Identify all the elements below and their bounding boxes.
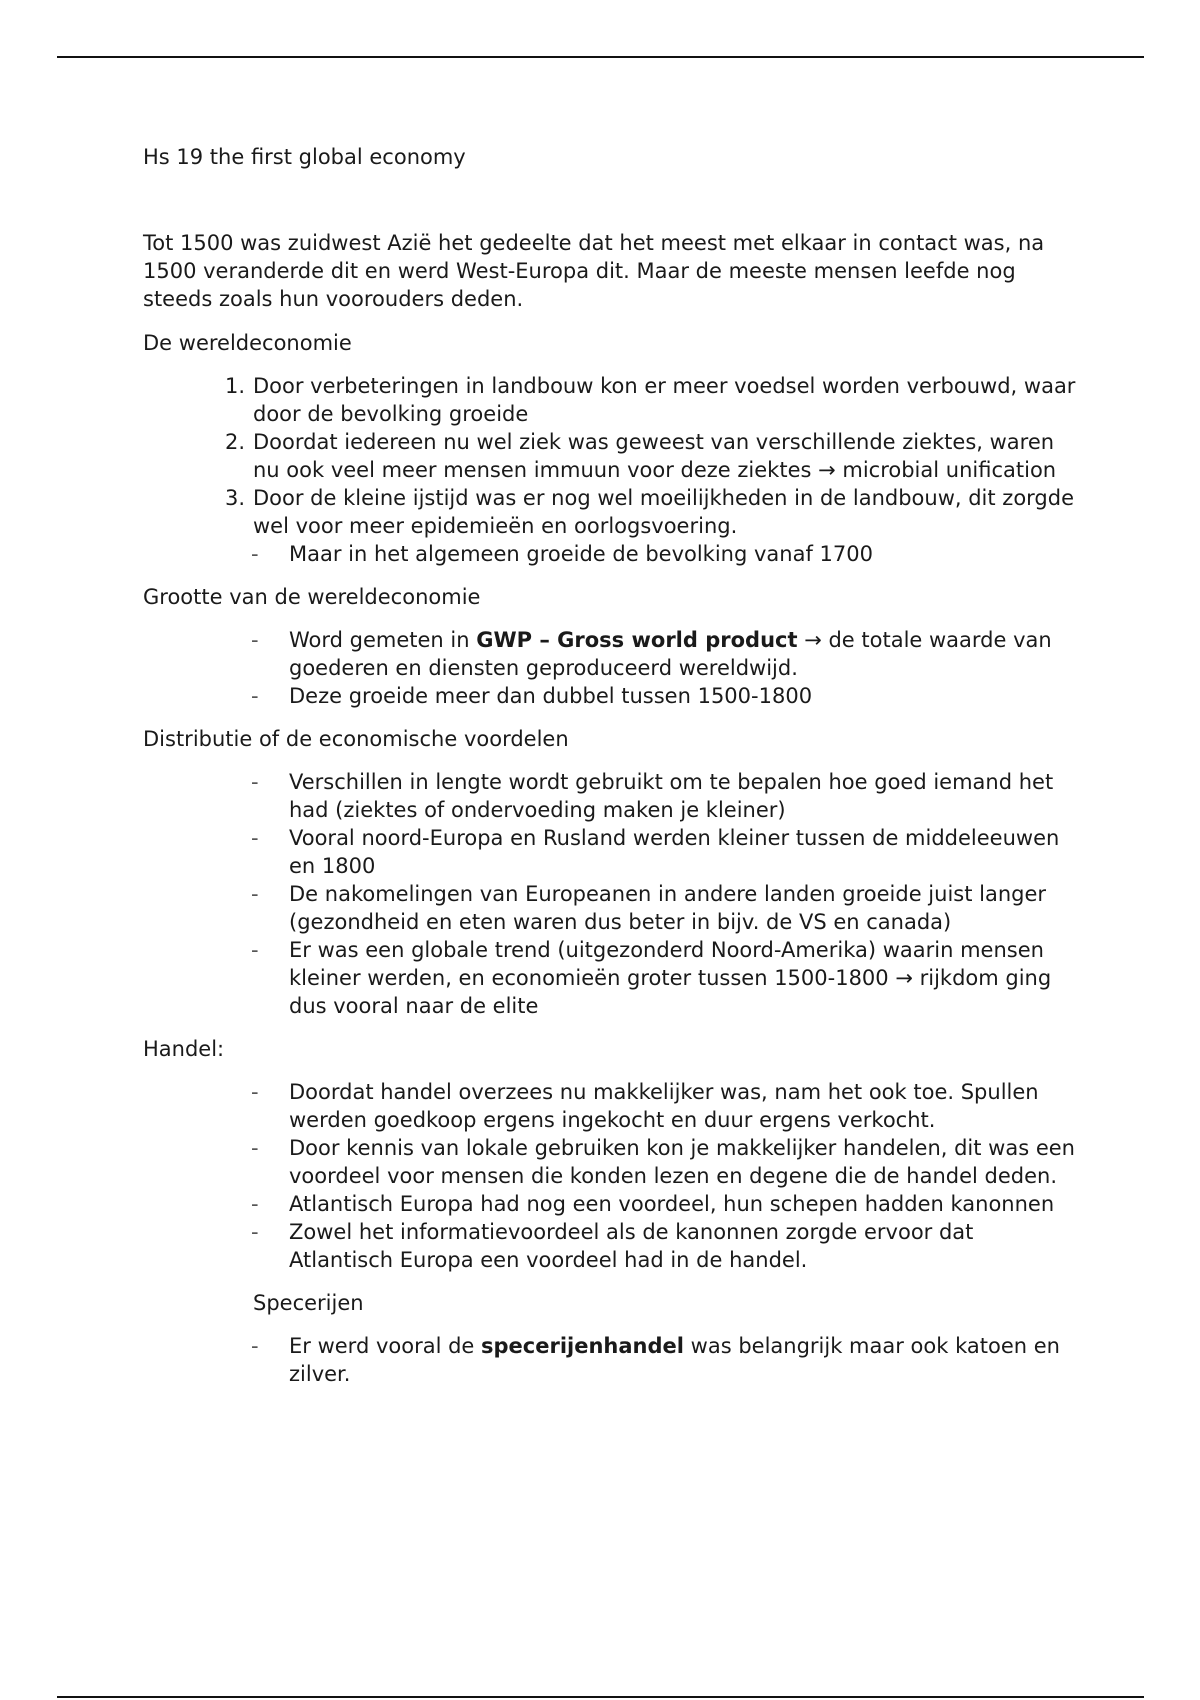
section-heading-wereldeconomie: De wereldeconomie	[143, 331, 352, 355]
bullet-dash: -	[251, 826, 259, 850]
list-item	[143, 484, 1083, 540]
list-item	[143, 428, 1083, 484]
bullet-dash: -	[251, 882, 259, 906]
footer-rule	[57, 1696, 1144, 1698]
list-item-text-post: was belangrijk maar ook katoen en zilver.	[289, 1334, 1060, 1386]
list-item-text: Door de kleine ijstijd was er nog wel moeilijkheden in de landbouw, dit zorgde wel voor meer epidemieën en oorlogsvoering.	[253, 486, 1075, 538]
bullet-dash: -	[251, 770, 259, 794]
list-item-text: Er was een globale trend (uitgezonderd Noord-Amerika) waarin mensen kleiner werden, en economieën groter tussen 1500-1800 → rijkdom ging dus vooral naar de elite	[289, 938, 1052, 1018]
section-heading-handel: Handel:	[143, 1037, 225, 1061]
bullet-dash: -	[251, 1192, 259, 1216]
bullet-dash: -	[251, 938, 259, 962]
subheading-specerijen: Specerijen	[253, 1291, 364, 1315]
list-item	[143, 824, 1083, 880]
bullet-dash: -	[251, 542, 259, 566]
list-item	[143, 372, 1083, 428]
list-item	[143, 768, 1083, 824]
specerijenhandel-term: specerijenhandel	[481, 1334, 684, 1358]
list-item	[143, 1190, 1083, 1218]
list-item-text-pre: Er werd vooral de	[289, 1334, 482, 1358]
bullet-dash: -	[251, 628, 259, 652]
list-item	[143, 936, 1083, 1020]
header-rule	[57, 56, 1144, 58]
list-item-text-pre: Word gemeten in	[289, 628, 477, 652]
list-number: 1.	[224, 374, 245, 398]
list-item-text-post: → de totale waarde van goederen en diensten geproduceerd wereldwijd.	[289, 628, 1052, 680]
list-item-text: Vooral noord-Europa en Rusland werden kleiner tussen de middeleeuwen en 1800	[289, 826, 1060, 878]
wereldeconomie-list	[143, 372, 1083, 568]
handel-list	[143, 1078, 1083, 1274]
specerijen-list	[143, 1332, 1083, 1388]
list-item-text: Door verbeteringen in landbouw kon er meer voedsel worden verbouwd, waar door de bevolking groeide	[253, 374, 1076, 426]
list-number: 3.	[224, 486, 245, 510]
distributie-list	[143, 768, 1083, 1020]
bullet-dash: -	[251, 684, 259, 708]
list-item-text: De nakomelingen van Europeanen in andere landen groeide juist langer (gezondheid en eten waren dus beter in bijv. de VS en canada)	[289, 882, 1047, 934]
list-item	[143, 626, 1083, 682]
list-subitem	[143, 540, 1083, 568]
list-item	[143, 682, 1083, 710]
document-title: Hs 19 the first global economy	[143, 145, 466, 169]
document-page	[143, 143, 1083, 1403]
list-item-text: Doordat iedereen nu wel ziek was geweest van verschillende ziektes, waren nu ook veel meer mensen immuun voor deze ziektes → microbial unification	[253, 430, 1057, 482]
list-number: 2.	[224, 430, 245, 454]
list-item	[143, 1078, 1083, 1134]
list-item	[143, 1218, 1083, 1274]
list-item	[143, 1134, 1083, 1190]
list-item-text: Maar in het algemeen groeide de bevolking vanaf 1700	[289, 542, 873, 566]
list-item-text: Atlantisch Europa had nog een voordeel, hun schepen hadden kanonnen	[289, 1192, 1055, 1216]
list-item-text: Zowel het informatievoordeel als de kanonnen zorgde ervoor dat Atlantisch Europa een voordeel had in de handel.	[289, 1220, 974, 1272]
list-item-text: Verschillen in lengte wordt gebruikt om te bepalen hoe goed iemand het had (ziektes of ondervoeding maken je kleiner)	[289, 770, 1054, 822]
section-heading-grootte: Grootte van de wereldeconomie	[143, 585, 481, 609]
list-item	[143, 1332, 1083, 1388]
bullet-dash: -	[251, 1136, 259, 1160]
list-item-text: Door kennis van lokale gebruiken kon je makkelijker handelen, dit was een voordeel voor mensen die konden lezen en degene die de handel deden.	[289, 1136, 1075, 1188]
intro-paragraph: Tot 1500 was zuidwest Azië het gedeelte dat het meest met elkaar in contact was, na 1500 veranderde dit en werd West-Europa dit. Maar de meeste mensen leefde nog steeds zoals hun voorouders deden.	[143, 231, 1045, 311]
list-item	[143, 880, 1083, 936]
section-heading-distributie: Distributie of de economische voordelen	[143, 727, 569, 751]
grootte-list	[143, 626, 1083, 710]
list-item-text: Deze groeide meer dan dubbel tussen 1500-1800	[289, 684, 813, 708]
bullet-dash: -	[251, 1080, 259, 1104]
list-item-text: Doordat handel overzees nu makkelijker was, nam het ook toe. Spullen werden goedkoop ergens ingekocht en duur ergens verkocht.	[289, 1080, 1039, 1132]
gwp-term: GWP – Gross world product	[476, 628, 798, 652]
bullet-dash: -	[251, 1334, 259, 1358]
bullet-dash: -	[251, 1220, 259, 1244]
